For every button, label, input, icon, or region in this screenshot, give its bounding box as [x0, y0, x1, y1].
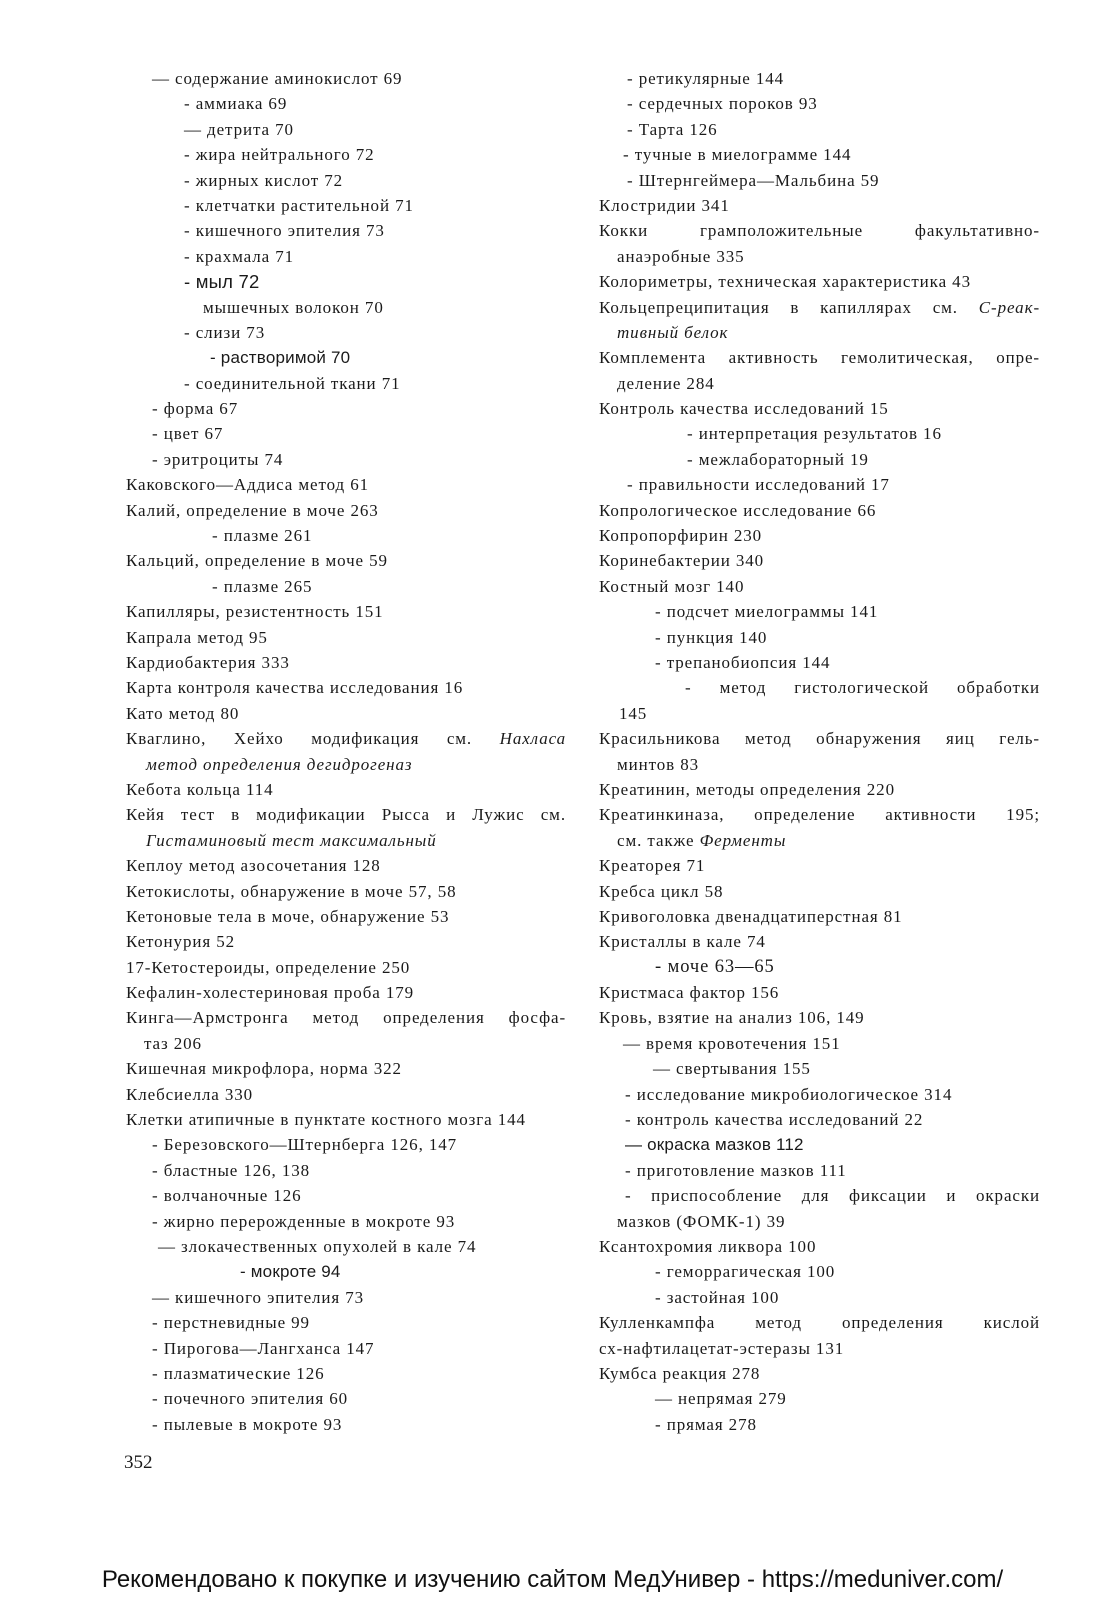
- index-entry: [599, 675, 1040, 700]
- index-entry: [126, 498, 566, 523]
- index-entry: [599, 447, 1040, 472]
- index-entry-text: деление 284: [617, 373, 715, 393]
- index-entry: [126, 168, 566, 193]
- index-entry-text: Кваглино, Хейхо модификация см.: [126, 729, 473, 749]
- index-entry: [599, 980, 1040, 1005]
- index-entry-text: Кребса цикл 58: [599, 881, 724, 901]
- index-entry-text: Капрала метод 95: [126, 627, 268, 647]
- index-entry: [126, 574, 566, 599]
- index-entry: [126, 1209, 566, 1234]
- index-entry-text: Кетонурия 52: [126, 932, 236, 952]
- index-entry: [599, 1056, 1040, 1081]
- index-entry-text: - мокроте 94: [240, 1262, 341, 1282]
- index-entry-text: Кокки грамположительные факультативно-: [599, 221, 1040, 241]
- index-entry-text: - приготовление мазков 111: [625, 1160, 847, 1180]
- index-entry: [599, 142, 1040, 167]
- index-entry: [126, 523, 566, 548]
- index-entry-cross-reference: Нахласа: [499, 729, 567, 749]
- index-entry-text: Кетоновые тела в моче, обнаружение 53: [126, 906, 450, 926]
- index-entry: [126, 1234, 566, 1259]
- index-entry-cross-reference: тивный белок: [617, 322, 729, 342]
- index-entry: [599, 1209, 1040, 1234]
- index-entry-text: Ксантохромия ликвора 100: [599, 1236, 817, 1256]
- index-entry-text: Кристаллы в кале 74: [599, 932, 766, 952]
- index-entry-text: Комплемента активность гемолитическая, опре-: [599, 348, 1040, 368]
- index-entry-text: — содержание аминокислот 69: [152, 69, 403, 88]
- index-entry-text: Коринебактерии 340: [599, 551, 765, 571]
- index-entry: [126, 701, 566, 726]
- index-entry: [599, 193, 1040, 218]
- index-entry-text: - Пирогова—Лангханса 147: [152, 1338, 375, 1358]
- index-entry-text: Кефалин-холестериновая проба 179: [126, 983, 415, 1003]
- index-entry: [126, 142, 566, 167]
- index-entry: [126, 828, 566, 853]
- index-entry: [599, 574, 1040, 599]
- index-entry-text: - растворимой 70: [210, 348, 351, 368]
- index-entry: [599, 523, 1040, 548]
- index-entry: [126, 1056, 566, 1081]
- index-entry-text: - мыл 72: [184, 271, 260, 293]
- index-entry-text: Креатинкиназа, определение активности 195;: [599, 805, 1040, 825]
- index-entry: [126, 1082, 566, 1107]
- index-entry-text: - правильности исследований 17: [627, 475, 890, 495]
- index-entry: [599, 320, 1040, 345]
- index-entry-text: Копропорфирин 230: [599, 526, 763, 546]
- index-entry-text: - исследование микробиологическое 314: [625, 1084, 953, 1104]
- index-entry: [126, 1158, 566, 1183]
- index-entry: [126, 599, 566, 624]
- index-entry-text: 17-Кетостероиды, определение 250: [126, 957, 411, 977]
- index-entry: [126, 929, 566, 954]
- index-entry: [599, 1386, 1040, 1411]
- index-entry: [126, 1336, 566, 1361]
- index-entry-text: — окраска мазков 112: [625, 1135, 804, 1155]
- index-entry-text: Копрологическое исследование 66: [599, 500, 877, 520]
- index-entry-text: Кеплоу метод азосочетания 128: [126, 856, 381, 876]
- index-entry-text: Костный мозг 140: [599, 576, 745, 596]
- index-entry-text: - слизи 73: [184, 322, 266, 342]
- index-entry: [599, 117, 1040, 142]
- index-entry-text: Колориметры, техническая характеристика 43: [599, 272, 971, 292]
- index-entry: [599, 1234, 1040, 1259]
- index-entry-text: Кетокислоты, обнаружение в моче 57, 58: [126, 881, 457, 901]
- index-entry-text: мышечных волокон 70: [203, 297, 384, 317]
- index-entry: [599, 472, 1040, 497]
- index-entry-text: - жира нейтрального 72: [184, 145, 375, 165]
- index-entry: [126, 802, 566, 827]
- index-entry-cross-reference: Ферменты: [699, 830, 787, 850]
- index-entry: [126, 421, 566, 446]
- index-entry: [599, 345, 1040, 370]
- index-entry-text: Кебота кольца 114: [126, 779, 274, 799]
- index-entry-text: - моче 63—65: [655, 956, 775, 977]
- index-entry: [126, 472, 566, 497]
- index-entry: [599, 879, 1040, 904]
- index-entry-text: Като метод 80: [126, 703, 240, 723]
- index-entry-text: Креатинин, методы определения 220: [599, 779, 895, 799]
- index-entry-text: - интерпретация результатов 16: [687, 424, 942, 444]
- index-entry: [599, 371, 1040, 396]
- index-entry-text: Красильникова метод обнаружения яиц гель-: [599, 729, 1040, 749]
- index-entry: [126, 295, 566, 320]
- index-entry-cross-reference: С-реак-: [978, 297, 1041, 317]
- index-entry-text: Клостридии 341: [599, 195, 730, 215]
- index-entry: [126, 548, 566, 573]
- index-entry: [599, 650, 1040, 675]
- index-entry-text: сх-нафтилацетат-эстеразы 131: [599, 1338, 845, 1358]
- index-entry-text: Каковского—Аддиса метод 61: [126, 475, 370, 495]
- index-entry: [126, 777, 566, 802]
- index-entry-text: таз 206: [144, 1033, 202, 1053]
- index-entry-text: - клетчатки растительной 71: [184, 195, 414, 215]
- index-entry-text: - плазме 265: [212, 576, 313, 596]
- index-entry-text: - аммиака 69: [184, 94, 288, 114]
- index-entry-text: — злокачественных опухолей в кале 74: [158, 1236, 477, 1256]
- index-entry-text: Креаторея 71: [599, 856, 706, 876]
- index-entry-text: - пылевые в мокроте 93: [152, 1414, 343, 1434]
- index-entry-text: - сердечных пороков 93: [627, 94, 818, 114]
- index-entry: [599, 269, 1040, 294]
- index-entry-text: - волчаночные 126: [152, 1186, 302, 1206]
- index-entry: [126, 345, 566, 370]
- index-entry-text: 145: [619, 703, 648, 723]
- index-entry: [126, 244, 566, 269]
- index-entry-text: Клебсиелла 330: [126, 1084, 254, 1104]
- index-entry-text: - форма 67: [152, 399, 239, 419]
- index-entry: [599, 853, 1040, 878]
- index-entry-text: Кольцепреципитация в капиллярах см.: [599, 297, 958, 317]
- index-entry: [599, 1310, 1040, 1335]
- index-entry: [126, 193, 566, 218]
- index-entry: [126, 752, 566, 777]
- index-entry: [599, 929, 1040, 954]
- index-entry: [126, 650, 566, 675]
- index-entry: [599, 955, 1040, 980]
- index-entry: [599, 91, 1040, 116]
- index-entry-text: - эритроциты 74: [152, 449, 284, 469]
- index-entry-text: - подсчет миелограммы 141: [655, 602, 879, 622]
- index-entry: [599, 777, 1040, 802]
- index-entry: [126, 396, 566, 421]
- index-entry-text: - плазматические 126: [152, 1363, 325, 1383]
- index-entry-text: - цвет 67: [152, 424, 224, 444]
- index-entry: [599, 548, 1040, 573]
- index-entry: [126, 1310, 566, 1335]
- index-entry-text: Кривоголовка двенадцатиперстная 81: [599, 906, 903, 926]
- index-entry-text: - пункция 140: [655, 627, 768, 647]
- index-entry-text: - кишечного эпителия 73: [184, 221, 385, 241]
- index-entry-text: - плазме 261: [212, 526, 313, 546]
- index-entry-text: - метод гистологической обработки: [685, 678, 1040, 698]
- index-entry: [599, 599, 1040, 624]
- index-entry-text: - прямая 278: [655, 1414, 757, 1434]
- index-entry: [599, 218, 1040, 243]
- index-entry: [599, 1005, 1040, 1030]
- index-entry: [126, 726, 566, 751]
- index-entry: [126, 1005, 566, 1030]
- index-entry: [599, 1132, 1040, 1157]
- index-entry-text: — детрита 70: [184, 119, 294, 139]
- index-entry-text: - жирно перерожденные в мокроте 93: [152, 1211, 456, 1231]
- footer-recommendation-note: Рекомендовано к покупке и изучению сайтом МедУнивер - https://meduniver.com/: [101, 1566, 1004, 1593]
- index-entry-text: - Тарта 126: [627, 119, 718, 139]
- index-entry: [599, 1158, 1040, 1183]
- index-entry: [599, 1412, 1040, 1437]
- index-entry-text: - Березовского—Штернберга 126, 147: [152, 1135, 458, 1155]
- index-entry: [126, 625, 566, 650]
- index-entry-text: Карта контроля качества исследования 16: [126, 678, 464, 698]
- index-entry-text: Калий, определение в моче 263: [126, 500, 379, 520]
- index-entry: [599, 66, 1040, 91]
- index-entry: [599, 1259, 1040, 1284]
- index-entry: [599, 802, 1040, 827]
- index-entry: [599, 625, 1040, 650]
- index-entry-text: Кальций, определение в моче 59: [126, 551, 388, 571]
- index-entry: [126, 269, 566, 294]
- index-entry-text: - соединительной ткани 71: [184, 373, 401, 393]
- index-entry: [599, 1082, 1040, 1107]
- index-entry: [126, 675, 566, 700]
- index-entry: [599, 168, 1040, 193]
- index-entry: [599, 1107, 1040, 1132]
- index-entry-text: Кишечная микрофлора, норма 322: [126, 1059, 402, 1079]
- index-entry: [599, 904, 1040, 929]
- index-entry: [126, 904, 566, 929]
- index-entry: [599, 1361, 1040, 1386]
- index-entry-text: - геморрагическая 100: [655, 1262, 836, 1282]
- index-entry: [126, 320, 566, 345]
- index-entry: [599, 295, 1040, 320]
- index-entry: [599, 244, 1040, 269]
- index-entry: [599, 396, 1040, 421]
- index-entry: [126, 1031, 566, 1056]
- index-column-left: [126, 66, 566, 1437]
- index-entry-text: - контроль качества исследований 22: [625, 1110, 924, 1130]
- index-entry: [126, 1107, 566, 1132]
- index-entry-text: - почечного эпителия 60: [152, 1389, 349, 1409]
- index-entry-text: Контроль качества исследований 15: [599, 399, 889, 419]
- index-entry: [599, 1285, 1040, 1310]
- index-entry: [126, 117, 566, 142]
- index-entry: [599, 1031, 1040, 1056]
- index-column-right: [599, 66, 1040, 1437]
- index-entry-text: анаэробные 335: [617, 246, 745, 266]
- index-entry-text: - застойная 100: [655, 1287, 780, 1307]
- index-entry: [599, 1183, 1040, 1208]
- index-entry: [126, 1259, 566, 1284]
- index-entry: [126, 1361, 566, 1386]
- index-entry-text: Кардиобактерия 333: [126, 652, 290, 672]
- index-entry: [126, 1386, 566, 1411]
- index-entry-text: Кумбса реакция 278: [599, 1363, 761, 1383]
- index-entry-text: — непрямая 279: [655, 1389, 787, 1409]
- index-entry: [126, 447, 566, 472]
- index-entry: [599, 752, 1040, 777]
- index-entry: [126, 1412, 566, 1437]
- index-entry: [599, 726, 1040, 751]
- index-entry: [599, 421, 1040, 446]
- index-entry: [599, 1336, 1040, 1361]
- index-entry-text: - перстневидные 99: [152, 1313, 310, 1333]
- index-entry-text: Кинга—Армстронга метод определения фосфа-: [126, 1008, 566, 1028]
- index-entry: [126, 371, 566, 396]
- index-entry-text: - жирных кислот 72: [184, 170, 344, 190]
- index-entry: [126, 1183, 566, 1208]
- index-entry-cross-reference: Гистаминовый тест максимальный: [146, 830, 437, 850]
- index-entry-text: мазков (ФОМК-1) 39: [617, 1211, 786, 1231]
- index-entry: [126, 980, 566, 1005]
- index-entry-text: Капилляры, резистентность 151: [126, 602, 384, 622]
- index-entry-text: - крахмала 71: [184, 246, 295, 266]
- index-entry-text: Кровь, взятие на анализ 106, 149: [599, 1008, 865, 1028]
- index-entry-text: Кейя тест в модификации Рысса и Лужис см.: [126, 805, 566, 825]
- index-entry-text: Клетки атипичные в пунктате костного мозга 144: [126, 1110, 526, 1130]
- index-entry: [126, 1132, 566, 1157]
- index-entry-text: - тучные в миелограмме 144: [623, 145, 852, 165]
- index-entry-text: - приспособление для фиксации и окраски: [625, 1186, 1040, 1206]
- index-entry-text: - Штернгеймера—Мальбина 59: [627, 170, 880, 190]
- index-entry-cross-reference: метод определения дегидрогеназ: [146, 754, 413, 774]
- index-entry-text: - бластные 126, 138: [152, 1160, 311, 1180]
- index-entry-text: - межлабораторный 19: [687, 449, 869, 469]
- index-entry-text: Кристмаса фактор 156: [599, 983, 780, 1003]
- index-entry: [599, 498, 1040, 523]
- index-entry: [599, 828, 1040, 853]
- index-entry: [126, 879, 566, 904]
- page-number: 352: [124, 1452, 153, 1473]
- index-entry-text: — кишечного эпителия 73: [152, 1287, 365, 1307]
- index-entry-text: см. также: [617, 830, 695, 850]
- index-entry-text: Кулленкампфа метод определения кислой: [599, 1313, 1040, 1333]
- index-entry: [126, 853, 566, 878]
- index-entry: [126, 218, 566, 243]
- index-entry: [126, 91, 566, 116]
- index-entry-text: — время кровотечения 151: [623, 1033, 841, 1053]
- index-entry: [126, 66, 566, 91]
- index-entry-text: — свертывания 155: [653, 1059, 811, 1079]
- index-entry: [126, 955, 566, 980]
- index-entry-text: - ретикулярные 144: [627, 69, 785, 88]
- index-entry-text: - трепанобиопсия 144: [655, 652, 831, 672]
- index-entry-text: минтов 83: [617, 754, 700, 774]
- index-entry: [599, 701, 1040, 726]
- index-entry: [126, 1285, 566, 1310]
